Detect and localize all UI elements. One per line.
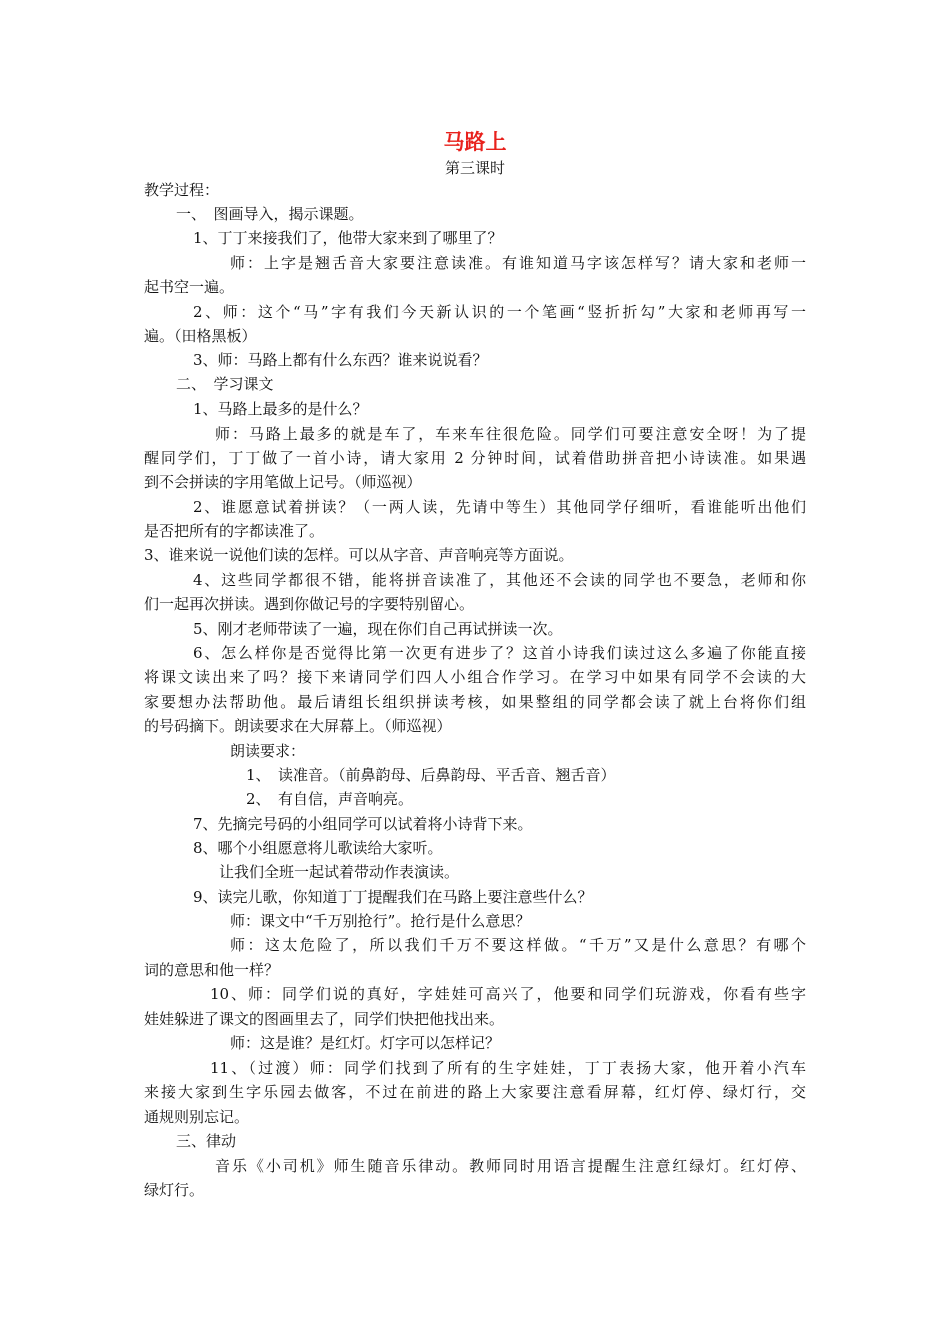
- body-line: 音乐《小司机》师生随音乐律动。教师同时用语言提醒生注意红绿灯。红灯停、: [215, 1157, 806, 1175]
- body-line: 3、谁来说一说他们读的怎样。可以从字音、声音响亮等方面说。: [144, 546, 574, 564]
- body-line: 教学过程：: [144, 181, 220, 199]
- body-line: 词的意思和他一样？: [144, 961, 280, 979]
- body-line: 家要想办法帮助他。最后请组长组织拼读考核，如果整组的同学都会读了就上台将你们组: [144, 693, 806, 711]
- body-line: 3、师：马路上都有什么东西？谁来说说看？: [193, 351, 488, 369]
- body-line: 10、师：同学们说的真好，字娃娃可高兴了，他要和同学们玩游戏，你看有些字: [210, 985, 806, 1003]
- body-line: 1、丁丁来接我们了，他带大家来到了哪里了？: [193, 229, 503, 247]
- body-line: 师：上字是翘舌音大家要注意读准。有谁知道马字该怎样写？请大家和老师一: [230, 254, 806, 272]
- body-line: 将课文读出来了吗？接下来请同学们四人小组合作学习。在学习中如果有同学不会读的大: [144, 668, 806, 686]
- body-line: 9、读完儿歌，你知道丁丁提醒我们在马路上要注意些什么？: [193, 888, 593, 906]
- body-line: 1、 读准音。（前鼻韵母、后鼻韵母、平舌音、翘舌音）: [246, 766, 616, 784]
- body-line: 起书空一遍。: [144, 278, 235, 296]
- body-line: 8、哪个小组愿意将儿歌读给大家听。: [193, 839, 443, 857]
- body-line: 师：课文中“千万别抢行”。抢行是什么意思？: [230, 912, 531, 930]
- body-line: 朗读要求：: [230, 742, 306, 760]
- body-line: 的号码摘下。朗读要求在大屏幕上。（师巡视）: [144, 717, 452, 735]
- body-line: 娃娃躲进了课文的图画里去了，同学们快把他找出来。: [144, 1010, 505, 1028]
- body-line: 1、马路上最多的是什么？: [193, 400, 368, 418]
- body-line: 师：马路上最多的就是车了，车来车往很危险。同学们可要注意安全呀！为了提: [215, 425, 806, 443]
- body-line: 是否把所有的字都读准了。: [144, 522, 325, 540]
- body-line: 一、 图画导入，揭示课题。: [176, 205, 364, 223]
- body-line: 6、怎么样你是否觉得比第一次更有进步了？这首小诗我们读过这么多遍了你能直接: [193, 644, 806, 662]
- page-title: 马路上: [443, 130, 507, 154]
- body-line: 师：这是谁？是红灯。灯字可以怎样记？: [230, 1034, 501, 1052]
- body-line: 7、先摘完号码的小组同学可以试着将小诗背下来。: [193, 815, 533, 833]
- body-line: 二、 学习课文: [176, 375, 274, 393]
- body-line: 11、（过渡）师：同学们找到了所有的生字娃娃，丁丁表扬大家，他开着小汽车: [210, 1059, 806, 1077]
- body-line: 来接大家到生字乐园去做客，不过在前进的路上大家要注意看屏幕，红灯停、绿灯行，交: [144, 1083, 806, 1101]
- body-line: 2、师：这个“马”字有我们今天新认识的一个笔画“竖折折勾”大家和老师再写一: [193, 303, 806, 321]
- body-line: 5、刚才老师带读了一遍，现在你们自己再试拼读一次。: [193, 620, 563, 638]
- body-line: 醒同学们，丁丁做了一首小诗，请大家用 2 分钟时间，试着借助拼音把小诗读准。如果遇: [144, 449, 806, 467]
- body-line: 三、律动: [176, 1132, 237, 1150]
- body-line: 通规则别忘记。: [144, 1108, 250, 1126]
- body-line: 2、谁愿意试着拼读？（一两人读，先请中等生）其他同学仔细听，看谁能听出他们: [193, 498, 806, 516]
- body-line: 到不会拼读的字用笔做上记号。（师巡视）: [144, 473, 422, 491]
- body-line: 绿灯行。: [144, 1181, 205, 1199]
- body-line: 4、这些同学都很不错，能将拼音读准了，其他还不会读的同学也不要急，老师和你: [193, 571, 806, 589]
- body-line: 们一起再次拼读。遇到你做记号的字要特别留心。: [144, 595, 475, 613]
- body-line: 师：这太危险了，所以我们千万不要这样做。“千万”又是什么意思？有哪个: [230, 936, 806, 954]
- body-line: 让我们全班一起试着带动作表演读。: [219, 863, 460, 881]
- page-subtitle: 第三课时: [444, 159, 505, 177]
- body-line: 遍。（田格黑板）: [144, 327, 257, 345]
- body-line: 2、 有自信，声音响亮。: [246, 790, 414, 808]
